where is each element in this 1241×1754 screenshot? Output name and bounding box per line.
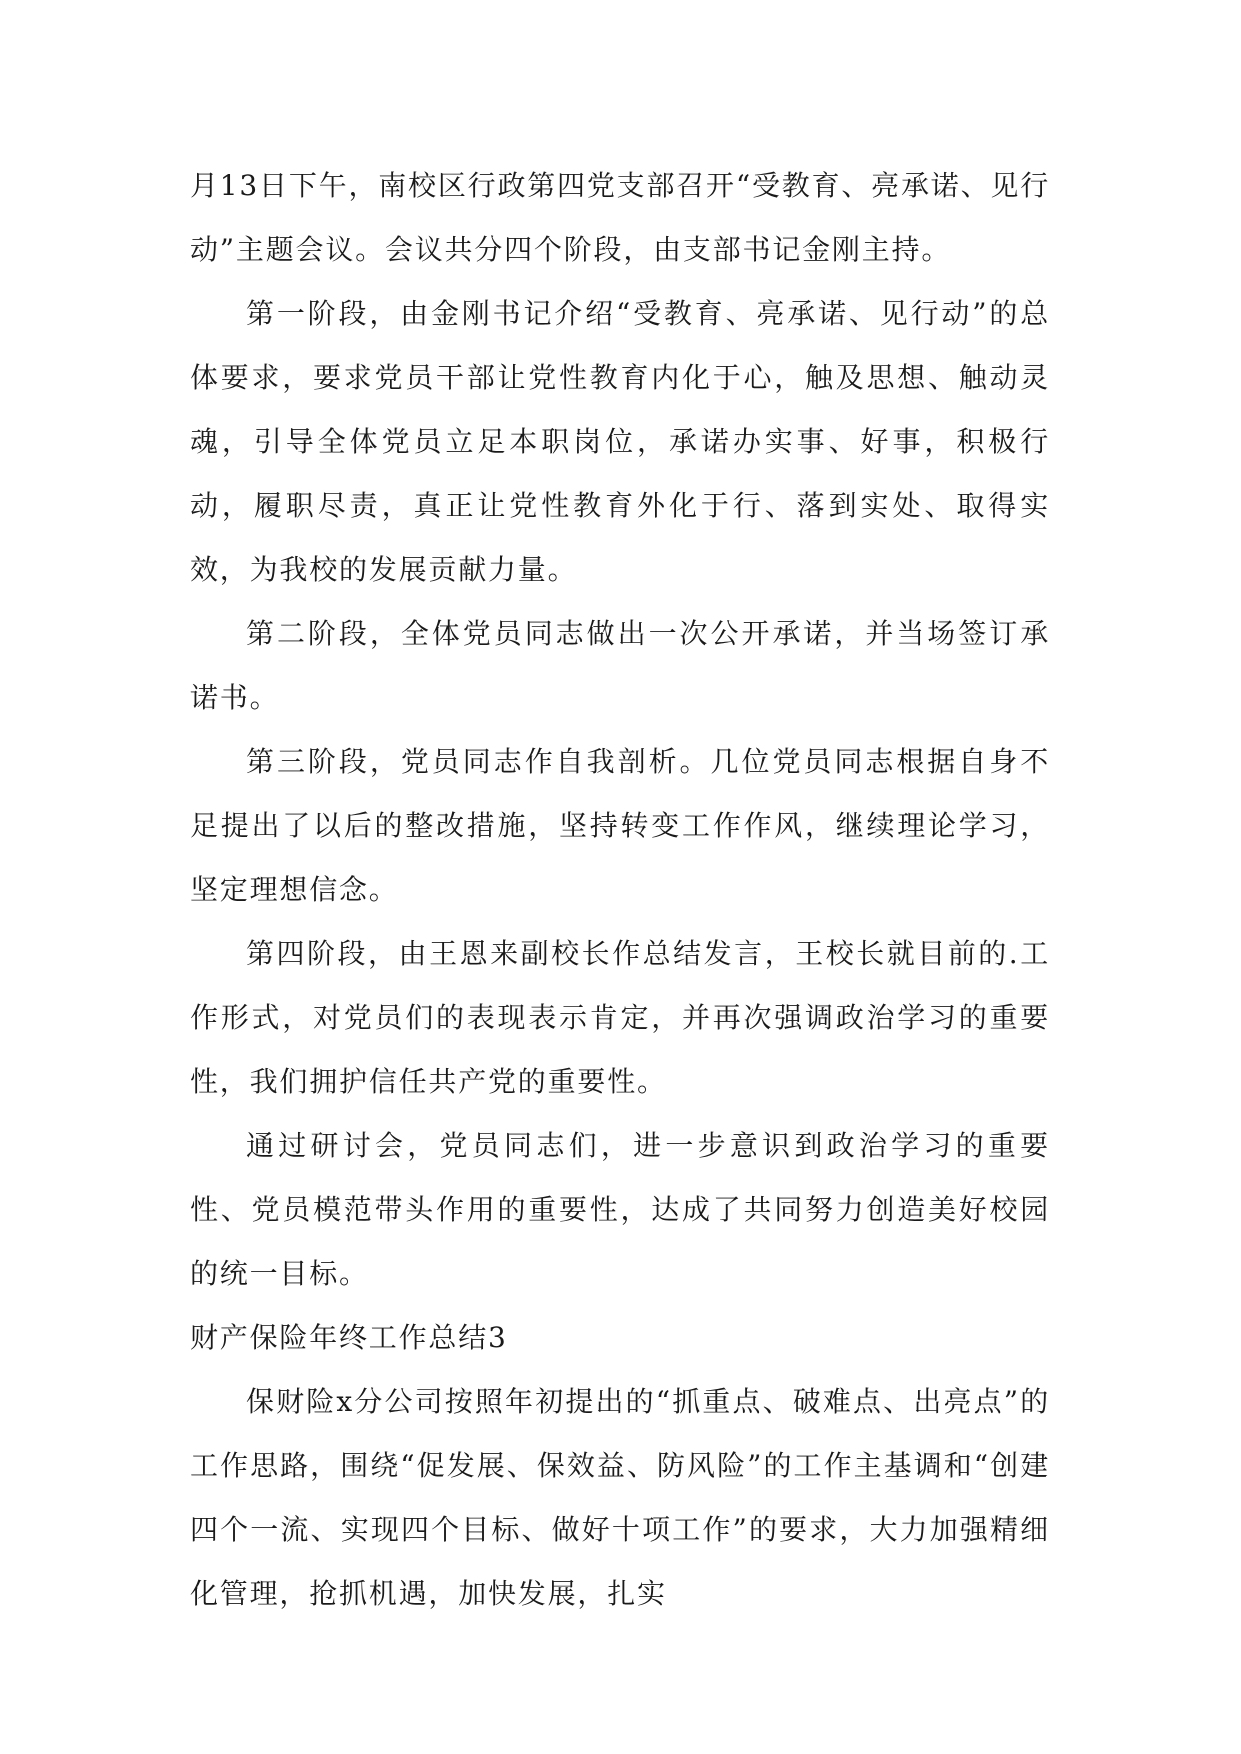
section-title: 财产保险年终工作总结3 bbox=[190, 1321, 508, 1354]
paragraph-conclusion: 通过研讨会，党员同志们，进一步意识到政治学习的重要性、党员模范带头作用的重要性，达成了共同努力创造美好校园的统一目标。 bbox=[190, 1129, 1050, 1290]
paragraph-stage-two: 第二阶段，全体党员同志做出一次公开承诺，并当场签订承诺书。 bbox=[190, 617, 1050, 714]
paragraph-stage-four: 第四阶段，由王恩来副校长作总结发言，王校长就目前的.工作形式，对党员们的表现表示肯定，并再次强调政治学习的重要性，我们拥护信任共产党的重要性。 bbox=[190, 937, 1050, 1098]
paragraph-stage-three: 第三阶段，党员同志作自我剖析。几位党员同志根据自身不足提出了以后的整改措施，坚持转变工作作风，继续理论学习，坚定理想信念。 bbox=[190, 745, 1050, 906]
document-page bbox=[190, 154, 1050, 1626]
paragraph-intro: 月13日下午，南校区行政第四党支部召开“受教育、亮承诺、见行动”主题会议。会议共分四个阶段，由支部书记金刚主持。 bbox=[190, 169, 1050, 266]
paragraph-stage-one: 第一阶段，由金刚书记介绍“受教育、亮承诺、见行动”的总体要求，要求党员干部让党性教育内化于心，触及思想、触动灵魂，引导全体党员立足本职岗位，承诺办实事、好事，积极行动，履职尽责，真正让党性教育外化于行、落到实处、取得实效，为我校的发展贡献力量。 bbox=[190, 297, 1050, 586]
paragraph-section-body: 保财险x分公司按照年初提出的“抓重点、破难点、出亮点”的工作思路，围绕“促发展、保效益、防风险”的工作主基调和“创建四个一流、实现四个目标、做好十项工作”的要求，大力加强精细化管理，抢抓机遇，加快发展，扎实 bbox=[190, 1385, 1050, 1610]
